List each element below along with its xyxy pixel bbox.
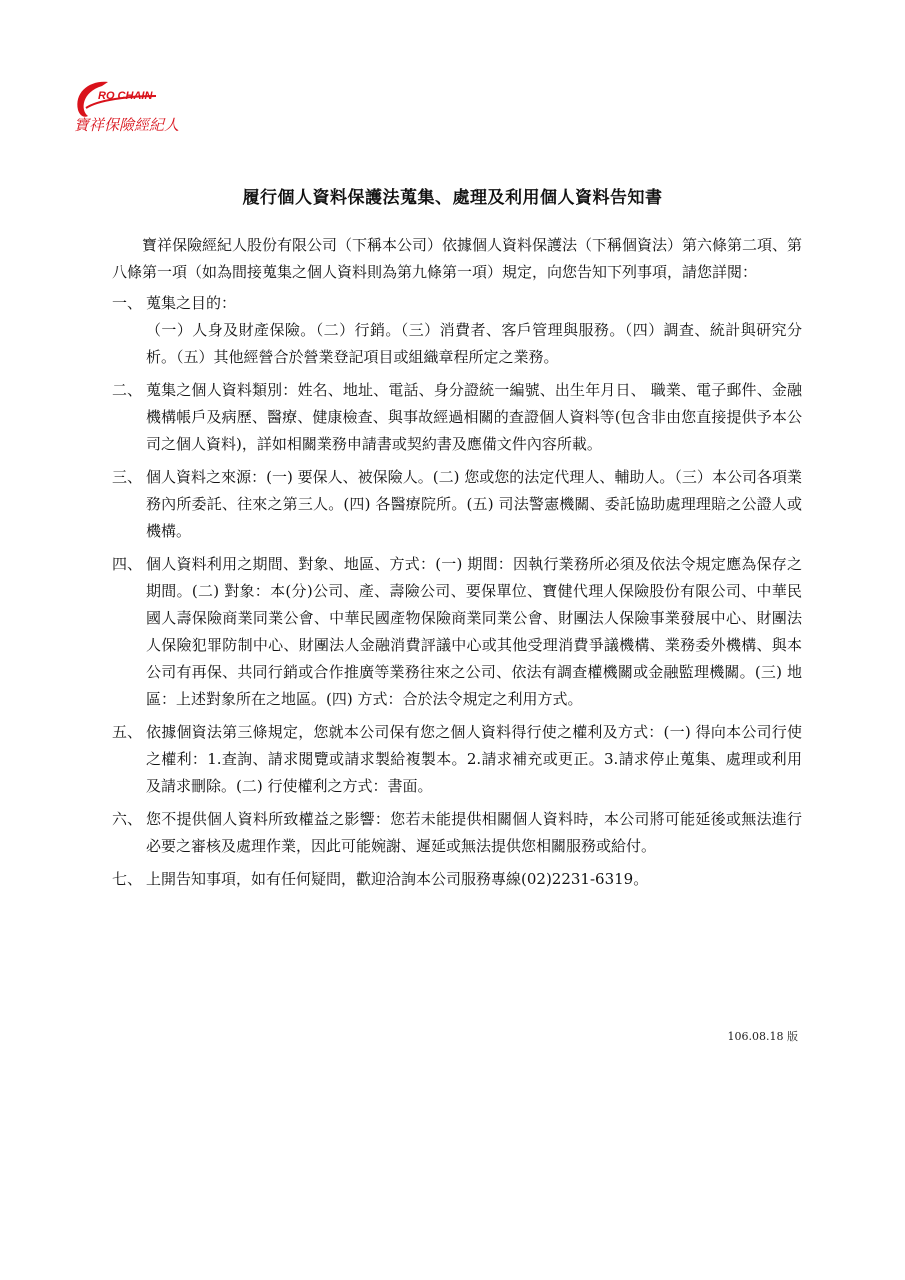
- document-body: [112, 232, 802, 899]
- section-body: （一）人身及財產保險。（二）行銷。（三）消費者、客戶管理與服務。（四）調查、統計與研究分析。（五）其他經營合於營業登記項目或組織章程所定之業務。: [146, 321, 802, 366]
- section-2: [112, 377, 802, 458]
- section-3: [112, 464, 802, 545]
- section-number: 四、: [112, 555, 143, 573]
- section-text: 上開告知事項，如有任何疑問，歡迎洽詢本公司服務專線(02)2231-6319。: [146, 870, 649, 888]
- section-7: [112, 866, 802, 893]
- logo-company-name: 寶祥保險經紀人: [74, 116, 180, 134]
- section-heading: 蒐集之目的：: [146, 294, 237, 312]
- section-text: 個人資料之來源：(一) 要保人、被保險人。(二) 您或您的法定代理人、輔助人。（三）本公司各項業務內所委託、往來之第三人。(四) 各醫療院所。(五) 司法警憲機關、委託協助處理理賠之公證人或機構。: [146, 468, 802, 540]
- section-text: 您不提供個人資料所致權益之影響：您若未能提供相關個人資料時，本公司將可能延後或無法進行必要之審核及處理作業，因此可能婉謝、遲延或無法提供您相關服務或給付。: [146, 810, 802, 855]
- intro-paragraph: 寶祥保險經紀人股份有限公司（下稱本公司）依據個人資料保護法（下稱個資法）第六條第二項、第八條第一項（如為間接蒐集之個人資料則為第九條第一項）規定，向您告知下列事項，請您詳閱：: [112, 236, 803, 281]
- section-number: 五、: [112, 723, 143, 741]
- company-logo: [68, 70, 198, 140]
- section-6: [112, 806, 802, 860]
- section-4: [112, 551, 802, 713]
- logo-brand-text: RO CHAIN: [98, 90, 153, 102]
- section-number: 三、: [112, 468, 143, 486]
- section-number: 二、: [112, 381, 143, 399]
- section-text: 依據個資法第三條規定，您就本公司保有您之個人資料得行使之權利及方式：(一) 得向本公司行使之權利：1.查詢、請求閱覽或請求製給複製本。2.請求補充或更正。3.請求停止蒐集、處理或利用及請求刪除。(二) 行使權利之方式：書面。: [146, 723, 802, 795]
- section-text: 蒐集之個人資料類別：姓名、地址、電話、身分證統一編號、出生年月日、 職業、電子郵件、金融機構帳戶及病歷、醫療、健康檢查、與事故經過相關的查證個人資料等(包含非由您直接提供予本公司之個人資料)，詳如相關業務申請書或契約書及應備文件內容所載。: [146, 381, 802, 453]
- section-number: 六、: [112, 810, 143, 828]
- section-text: 個人資料利用之期間、對象、地區、方式：(一) 期間：因執行業務所必須及依法令規定應為保存之期間。(二) 對象：本(分)公司、產、壽險公司、要保單位、寶健代理人保險股份有限公司、中華民國人壽保險商業同業公會、中華民國產物保險商業同業公會、財團法人保險事業發展中心、財團法人保險犯罪防制中心、財團法人金融消費評議中心或其他受理消費爭議機構、業務委外機構、與本公司有再保、共同行銷或合作推廣等業務往來之公司、依法有調查權機關或金融監理機關。(三) 地區：上述對象所在之地區。(四) 方式：合於法令規定之利用方式。: [146, 555, 802, 708]
- section-number: 一、: [112, 294, 143, 312]
- section-5: [112, 719, 802, 800]
- version-label: 106.08.18 版: [727, 1030, 798, 1043]
- section-1: [112, 290, 802, 371]
- section-number: 七、: [112, 870, 143, 888]
- document-title: 履行個人資料保護法蒐集、處理及利用個人資料告知書: [242, 188, 663, 208]
